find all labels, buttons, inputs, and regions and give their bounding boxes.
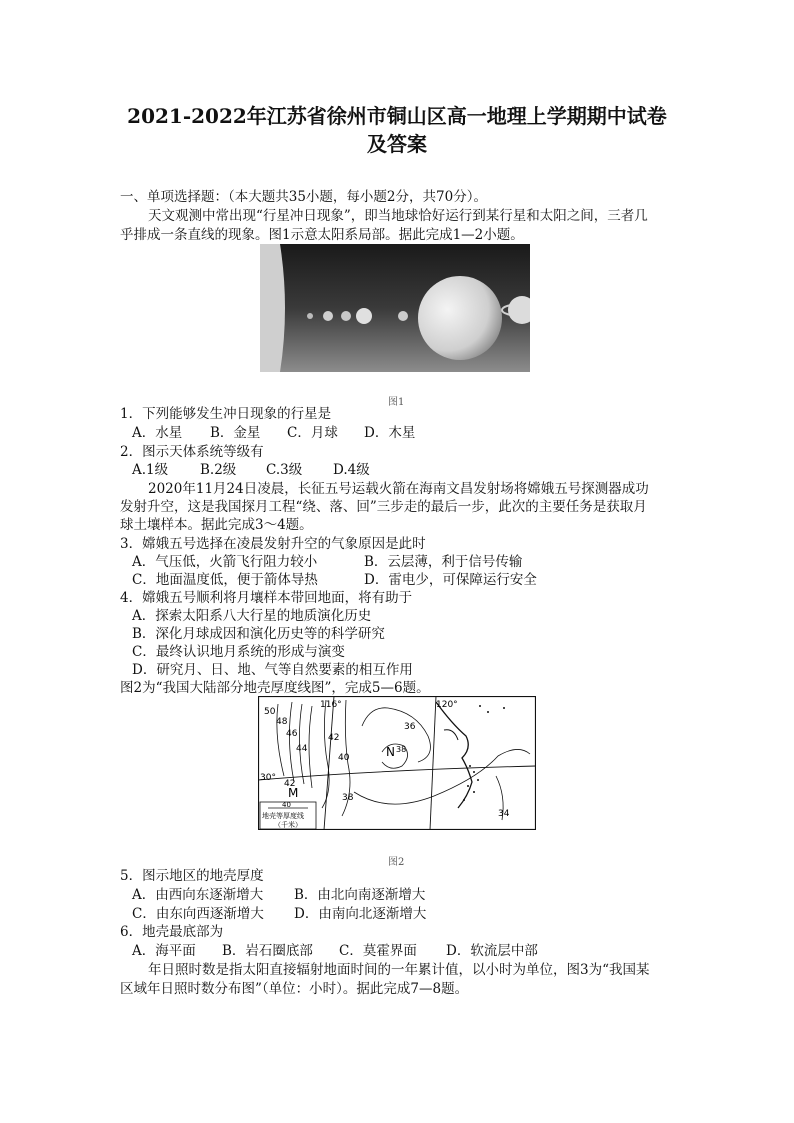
question-6-stem: 6．地壳最底部为: [120, 924, 224, 940]
question-5-stem: 5．图示地区的地壳厚度: [120, 868, 264, 884]
question-5-option-b: B．由北向南逐渐增大: [294, 887, 426, 903]
map-legend: [260, 801, 316, 829]
question-6-option-d: D．软流层中部: [446, 943, 538, 959]
intro-3: 图2为“我国大陆部分地壳厚度线图”，完成5—6题。: [120, 680, 430, 696]
planet-earth: [341, 311, 351, 321]
paper-title-line2: 及答案: [367, 132, 427, 156]
figure-2-caption: 图2: [388, 857, 405, 868]
contour-label-38-north: 38: [396, 745, 407, 754]
paper-title-line1: 2021-2022年江苏省徐州市铜山区高一地理上学期期中试卷: [127, 104, 667, 128]
intro-4-line-1: 年日照时数是指太阳直接辐射地面时间的一年累计值，以小时为单位，图3为“我国某: [148, 962, 650, 978]
planet-venus: [323, 311, 333, 321]
contour-label-42: 42: [328, 733, 340, 743]
question-2-option-c: C.3级: [266, 462, 303, 478]
intro-2-line-1: 2020年11月24日凌晨，长征五号运载火箭在海南文昌发射场将嫦娥五号探测器成功: [148, 481, 649, 497]
question-6-option-c: C．莫霍界面: [339, 943, 417, 959]
question-6-option-b: B．岩石圈底部: [222, 943, 313, 959]
legend-unit: （千米）: [274, 821, 302, 829]
question-3-option-d: D．雷电少，可保障运行安全: [364, 572, 537, 588]
intro-1-line-1: 天文观测中常出现“行星冲日现象”，即当地球恰好运行到某行星和太阳之间，三者几: [148, 208, 648, 224]
question-2-option-b: B.2级: [200, 462, 237, 478]
longitude-label-120: 120°: [436, 700, 458, 710]
contour-label-34: 34: [498, 809, 510, 819]
planet-mars: [356, 308, 372, 324]
planet-mercury: [307, 313, 313, 319]
question-3-option-b: B．云层薄，利于信号传输: [364, 554, 523, 570]
question-5-option-d: D．由南向北逐渐增大: [294, 906, 427, 922]
latitude-label-30: 30°: [260, 773, 276, 783]
question-4-option-d: D．研究月、日、地、气等自然要素的相互作用: [132, 662, 413, 678]
planet-jupiter: [418, 276, 502, 360]
intro-1-line-2: 乎排成一条直线的现象。图1示意太阳系局部。据此完成1—2小题。: [120, 227, 524, 243]
contour-label-36: 36: [404, 722, 416, 732]
question-3-stem: 3．嫦娥五号选择在凌晨发射升空的气象原因是此时: [120, 536, 426, 552]
question-4-stem: 4．嫦娥五号顺利将月壤样本带回地面，将有助于: [120, 590, 413, 606]
intro-4-line-2: 区域年日照时数分布图”（单位：小时）。据此完成7—8题。: [120, 981, 469, 997]
question-5-option-a: A．由西向东逐渐增大: [132, 887, 264, 903]
contour-label-50: 50: [264, 707, 276, 717]
figure-2-crust-thickness-map: [258, 696, 536, 830]
contour-label-40: 40: [338, 753, 350, 763]
figure-1-solar-system: [260, 244, 530, 372]
question-1-option-c: C．月球: [287, 425, 338, 441]
question-4-option-a: A．探索太阳系八大行星的地质演化历史: [132, 608, 372, 624]
question-2-option-a: A.1级: [132, 462, 169, 478]
intro-2-line-2: 发射升空，这是我国探月工程“绕、落、回”三步走的最后一步，此次的主要任务是获取月: [120, 499, 647, 515]
question-1-option-d: D．木星: [364, 425, 416, 441]
point-m-label: M: [288, 786, 299, 800]
question-1-option-a: A．水星: [132, 425, 183, 441]
contour-label-38-south: 38: [342, 793, 354, 803]
question-2-option-d: D.4级: [333, 462, 370, 478]
question-4-option-c: C．最终认识地月系统的形成与演变: [132, 644, 345, 660]
question-5-option-c: C．由东向西逐渐增大: [132, 906, 264, 922]
figure-1-caption: 图1: [388, 397, 405, 408]
contour-label-42-west: 42: [284, 779, 296, 789]
legend-contour-value: 40: [282, 801, 291, 809]
question-3-option-c: C．地面温度低，便于箭体导热: [132, 572, 318, 588]
question-2-stem: 2．图示天体系统等级有: [120, 444, 264, 460]
question-3-option-a: A．气压低，火箭飞行阻力较小: [132, 554, 318, 570]
question-1-stem: 1．下列能够发生冲日现象的行星是: [120, 406, 332, 422]
question-6-option-a: A．海平面: [132, 943, 196, 959]
intro-2-line-3: 球土壤样本。据此完成3～4题。: [120, 517, 313, 533]
contour-label-46: 46: [286, 729, 298, 739]
contour-label-48: 48: [276, 717, 288, 727]
contour-label-44: 44: [296, 744, 308, 754]
section-heading: 一、单项选择题：（本大题共35小题，每小题2分，共70分）。: [120, 189, 487, 205]
sun-edge: [260, 244, 285, 372]
legend-title: 地壳等厚度线: [262, 812, 304, 820]
question-4-option-b: B．深化月球成因和演化历史等的科学研究: [132, 626, 385, 642]
point-n-label: N: [386, 745, 395, 759]
question-1-option-b: B．金星: [210, 425, 261, 441]
longitude-label-116: 116°: [320, 700, 342, 710]
planet-small: [398, 311, 408, 321]
